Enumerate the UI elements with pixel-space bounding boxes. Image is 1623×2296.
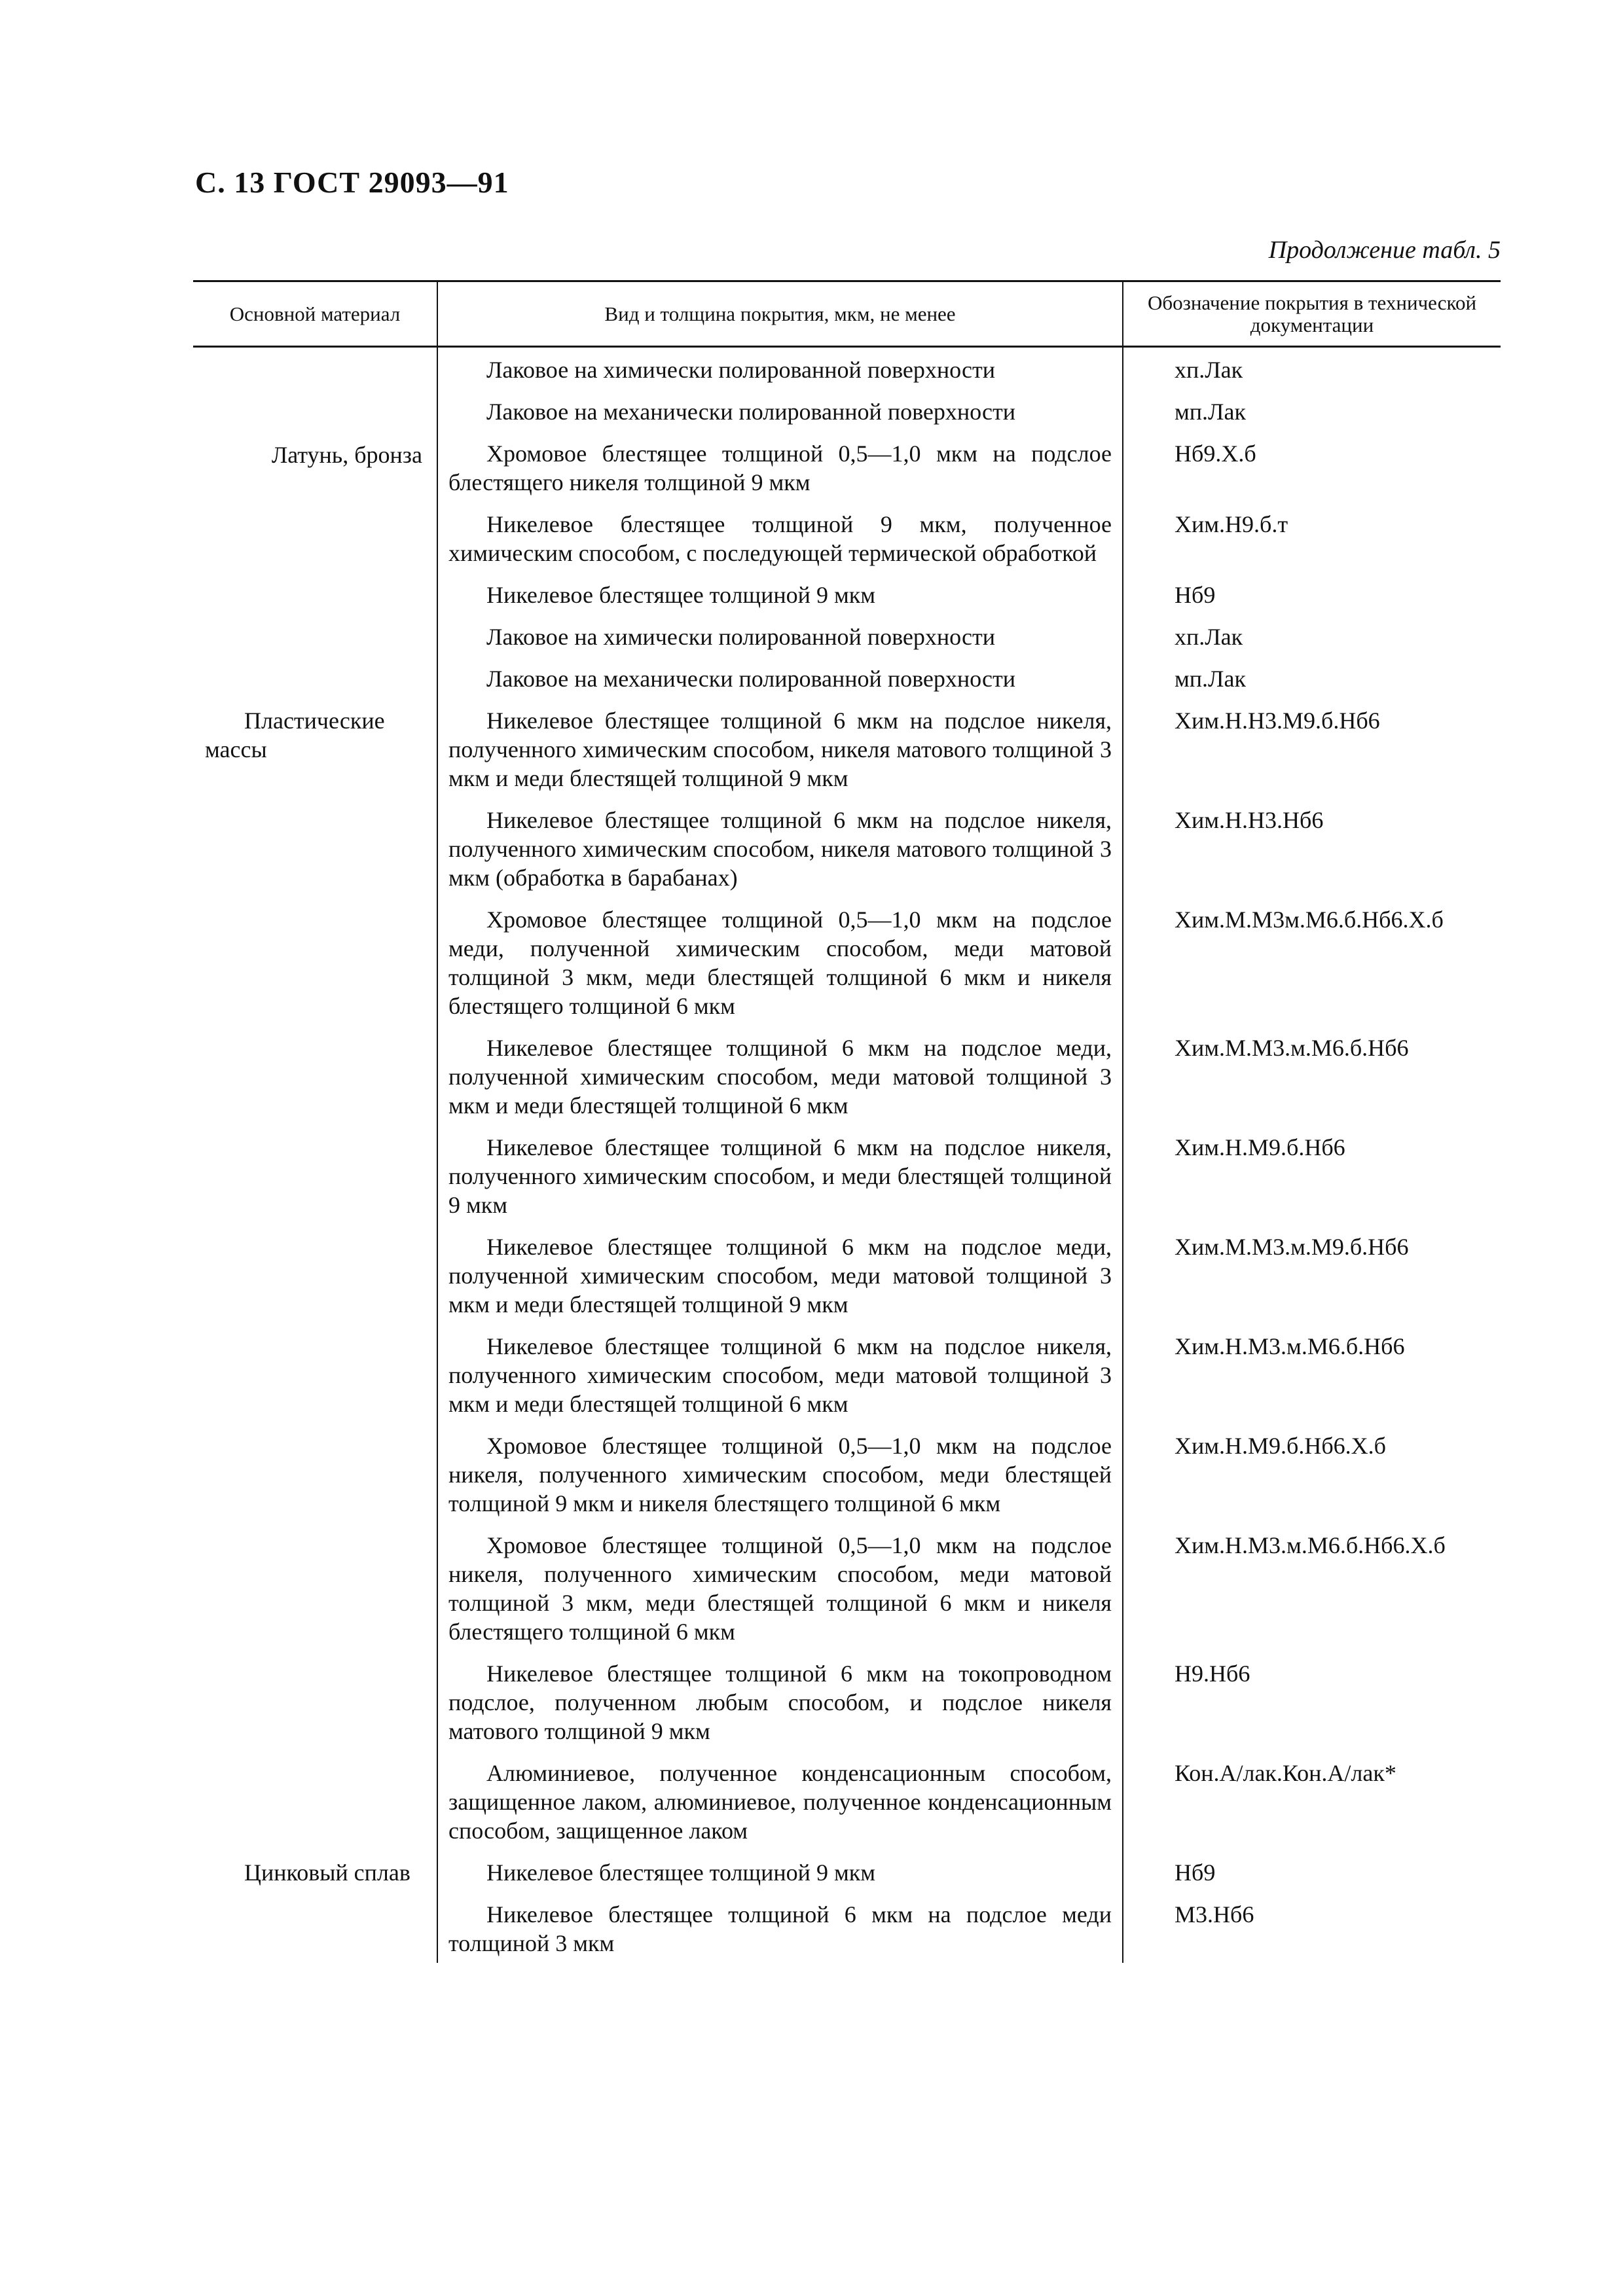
coating-description: Хромовое блестящее толщиной 0,5—1,0 мкм на подслое никеля, полученного химическим способом, меди блестящей толщиной 9 мкм и никеля блестящего толщиной 6 мкм xyxy=(437,1424,1123,1523)
table-row xyxy=(193,698,1501,798)
coating-description: Никелевое блестящее толщиной 6 мкм на подслое никеля, полученного химическим способом, никеля матового толщиной 3 мкм (обработка в барабанах) xyxy=(437,798,1123,897)
coating-description: Никелевое блестящее толщиной 6 мкм на подслое меди толщиной 3 мкм xyxy=(437,1892,1123,1963)
coating-designation: мп.Лак xyxy=(1175,399,1246,425)
coating-designation: Хим.Н.М3.м.М6.б.Нб6 xyxy=(1175,1333,1405,1359)
coating-designation: Хим.Н9.б.т xyxy=(1175,511,1288,537)
material-cell-brass xyxy=(193,347,437,699)
coating-designation: Хим.Н.М9.б.Нб6 xyxy=(1175,1134,1345,1160)
table-header-row xyxy=(193,281,1501,347)
material-label: Латунь, бронза xyxy=(271,442,422,468)
coating-designation: Н9.Нб6 xyxy=(1175,1660,1250,1687)
coating-description: Никелевое блестящее толщиной 6 мкм на подслое никеля, полученного химическим способом, никеля матового толщиной 3 мкм и меди блестящей толщиной 9 мкм xyxy=(437,698,1123,798)
page-header: С. 13 ГОСТ 29093—91 xyxy=(195,166,509,199)
material-cell-zinc xyxy=(193,1850,437,1963)
coating-description: Алюминиевое, полученное конденсационным способом, защищенное лаком, алюминиевое, полученное конденсационным способом, защищенное лаком xyxy=(437,1751,1123,1850)
coating-designation: Хим.Н.М3.м.М6.б.Нб6.Х.б xyxy=(1175,1532,1446,1558)
coating-designation: мп.Лак xyxy=(1175,666,1246,692)
coating-designation: Хим.М.М3.м.М9.б.Нб6 xyxy=(1175,1234,1409,1260)
coating-description: Лаковое на химически полированной поверхности xyxy=(437,347,1123,390)
coating-description: Никелевое блестящее толщиной 9 мкм xyxy=(437,1850,1123,1892)
coating-designation: Хим.М.М3.м.М6.б.Нб6 xyxy=(1175,1035,1409,1061)
coating-description: Лаковое на химически полированной поверхности xyxy=(437,615,1123,656)
material-label: Цинковый сплав xyxy=(244,1859,410,1886)
coating-designation: Кон.А/лак.Кон.А/лак* xyxy=(1175,1760,1396,1786)
coating-designation: хп.Лак xyxy=(1175,624,1243,650)
table-continuation-label: Продолжение табл. 5 xyxy=(1268,236,1501,264)
column-header-designation: Обозначение покрытия в технической документации xyxy=(1123,281,1501,347)
coating-designation: Нб9 xyxy=(1175,582,1216,608)
coating-description: Хромовое блестящее толщиной 0,5—1,0 мкм на подслое никеля, полученного химическим способом, меди матовой толщиной 3 мкм, меди блестящей толщиной 6 мкм и никеля блестящего толщиной 6 мкм xyxy=(437,1523,1123,1651)
coating-designation: Хим.М.М3м.М6.б.Нб6.Х.б xyxy=(1175,906,1444,933)
coating-description: Лаковое на механически полированной поверхности xyxy=(437,389,1123,431)
coating-description: Хромовое блестящее толщиной 0,5—1,0 мкм на подслое блестящего никеля толщиной 9 мкм xyxy=(437,431,1123,502)
material-label: Пластические массы xyxy=(205,708,385,762)
coating-designation: хп.Лак xyxy=(1175,357,1243,383)
coating-designation: Хим.Н.М9.б.Нб6.Х.б xyxy=(1175,1433,1386,1459)
coating-designation: Хим.Н.Н3.М9.б.Нб6 xyxy=(1175,708,1380,734)
coating-designation: Нб9.Х.б xyxy=(1175,440,1256,467)
coatings-table xyxy=(193,280,1501,1963)
coating-designation: Хим.Н.Н3.Нб6 xyxy=(1175,807,1324,833)
coating-description: Никелевое блестящее толщиной 9 мкм, полученное химическим способом, с последующей термической обработкой xyxy=(437,502,1123,573)
table-row xyxy=(193,347,1501,390)
coating-description: Никелевое блестящее толщиной 6 мкм на подслое меди, полученной химическим способом, меди матовой толщиной 3 мкм и меди блестящей толщиной 9 мкм xyxy=(437,1225,1123,1324)
coating-description: Никелевое блестящее толщиной 6 мкм на подслое никеля, полученного химическим способом, меди матовой толщиной 3 мкм и меди блестящей толщиной 6 мкм xyxy=(437,1324,1123,1424)
coating-description: Хромовое блестящее толщиной 0,5—1,0 мкм на подслое меди, полученной химическим способом, меди матовой толщиной 3 мкм, меди блестящей толщиной 6 мкм и никеля блестящего толщиной 6 мкм xyxy=(437,897,1123,1026)
material-cell-plastics xyxy=(193,698,437,1850)
coating-designation: М3.Нб6 xyxy=(1175,1901,1254,1928)
coating-designation: Нб9 xyxy=(1175,1859,1216,1886)
table-row xyxy=(193,1850,1501,1892)
column-header-material: Основной материал xyxy=(193,281,437,347)
coating-description: Никелевое блестящее толщиной 6 мкм на подслое меди, полученной химическим способом, меди матовой толщиной 3 мкм и меди блестящей толщиной 6 мкм xyxy=(437,1026,1123,1125)
coating-description: Никелевое блестящее толщиной 6 мкм на токопроводном подслое, полученном любым способом, и подслое никеля матового толщиной 9 мкм xyxy=(437,1651,1123,1751)
coating-description: Лаковое на механически полированной поверхности xyxy=(437,656,1123,698)
coating-description: Никелевое блестящее толщиной 9 мкм xyxy=(437,573,1123,615)
column-header-coating: Вид и толщина покрытия, мкм, не менее xyxy=(437,281,1123,347)
coating-description: Никелевое блестящее толщиной 6 мкм на подслое никеля, полученного химическим способом, и меди блестящей толщиной 9 мкм xyxy=(437,1125,1123,1225)
